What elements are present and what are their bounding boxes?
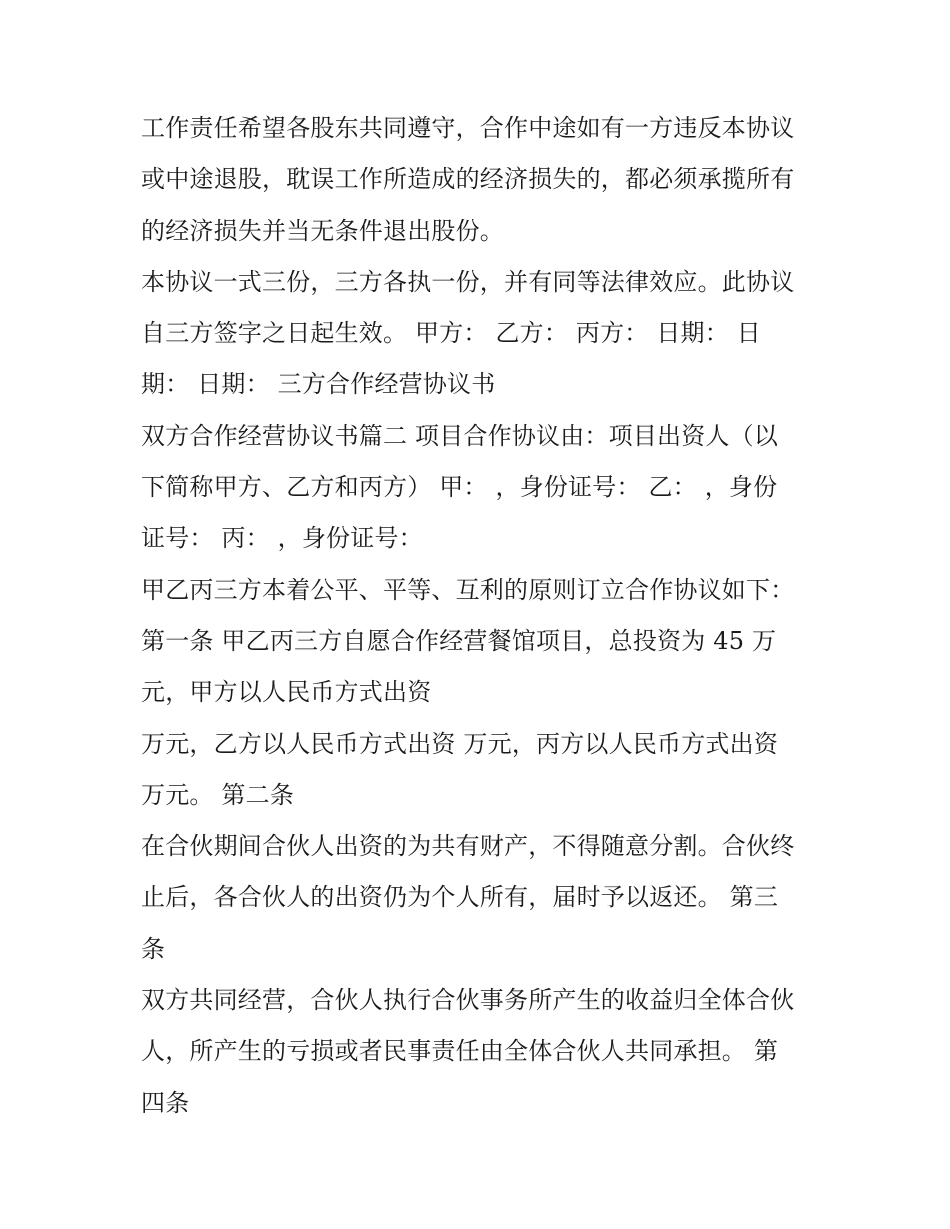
text-line: 元，甲方以人民币方式出资	[141, 678, 432, 707]
text-line: 条	[141, 934, 166, 963]
document-body	[141, 103, 821, 1129]
text-line: 第一条 甲乙丙三方自愿合作经营餐馆项目，总投资为 45 万	[141, 626, 777, 655]
text-line: 万元。 第二条	[141, 780, 295, 809]
text-line: 证号： 丙： ，身份证号：	[141, 524, 423, 553]
text-line: 的经济损失并当无条件退出股份。	[141, 216, 504, 245]
text-line: 期： 日期： 三方合作经营协议书	[141, 370, 496, 399]
text-line: 四条	[141, 1088, 190, 1117]
text-line: 工作责任希望各股东共同遵守，合作中途如有一方违反本协议	[141, 114, 795, 142]
text-line: 或中途退股，耽误工作所造成的经济损失的，都必须承揽所有	[141, 165, 795, 194]
text-line: 本协议一式三份，三方各执一份，并有同等法律效应。此协议	[141, 267, 795, 296]
text-line: 自三方签字之日起生效。 甲方： 乙方： 丙方： 日期： 日	[141, 319, 761, 348]
text-line: 甲乙丙三方本着公平、平等、互利的原则订立合作协议如下：	[141, 575, 795, 604]
text-line: 双方合作经营协议书篇二 项目合作协议由：项目出资人（以	[141, 421, 779, 450]
text-line: 人，所产生的亏损或者民事责任由全体合伙人共同承担。 第	[141, 1037, 779, 1066]
text-line: 在合伙期间合伙人出资的为共有财产，不得随意分割。合伙终	[141, 832, 795, 861]
text-line: 万元，乙方以人民币方式出资 万元，丙方以人民币方式出资	[141, 729, 779, 758]
text-line: 双方共同经营，合伙人执行合伙事务所产生的收益归全体合伙	[141, 986, 795, 1015]
text-line: 止后，各合伙人的出资仍为个人所有，届时予以返还。 第三	[141, 883, 779, 912]
text-line: 下简称甲方、乙方和丙方） 甲： ，身份证号： 乙： ，身份	[141, 473, 778, 502]
